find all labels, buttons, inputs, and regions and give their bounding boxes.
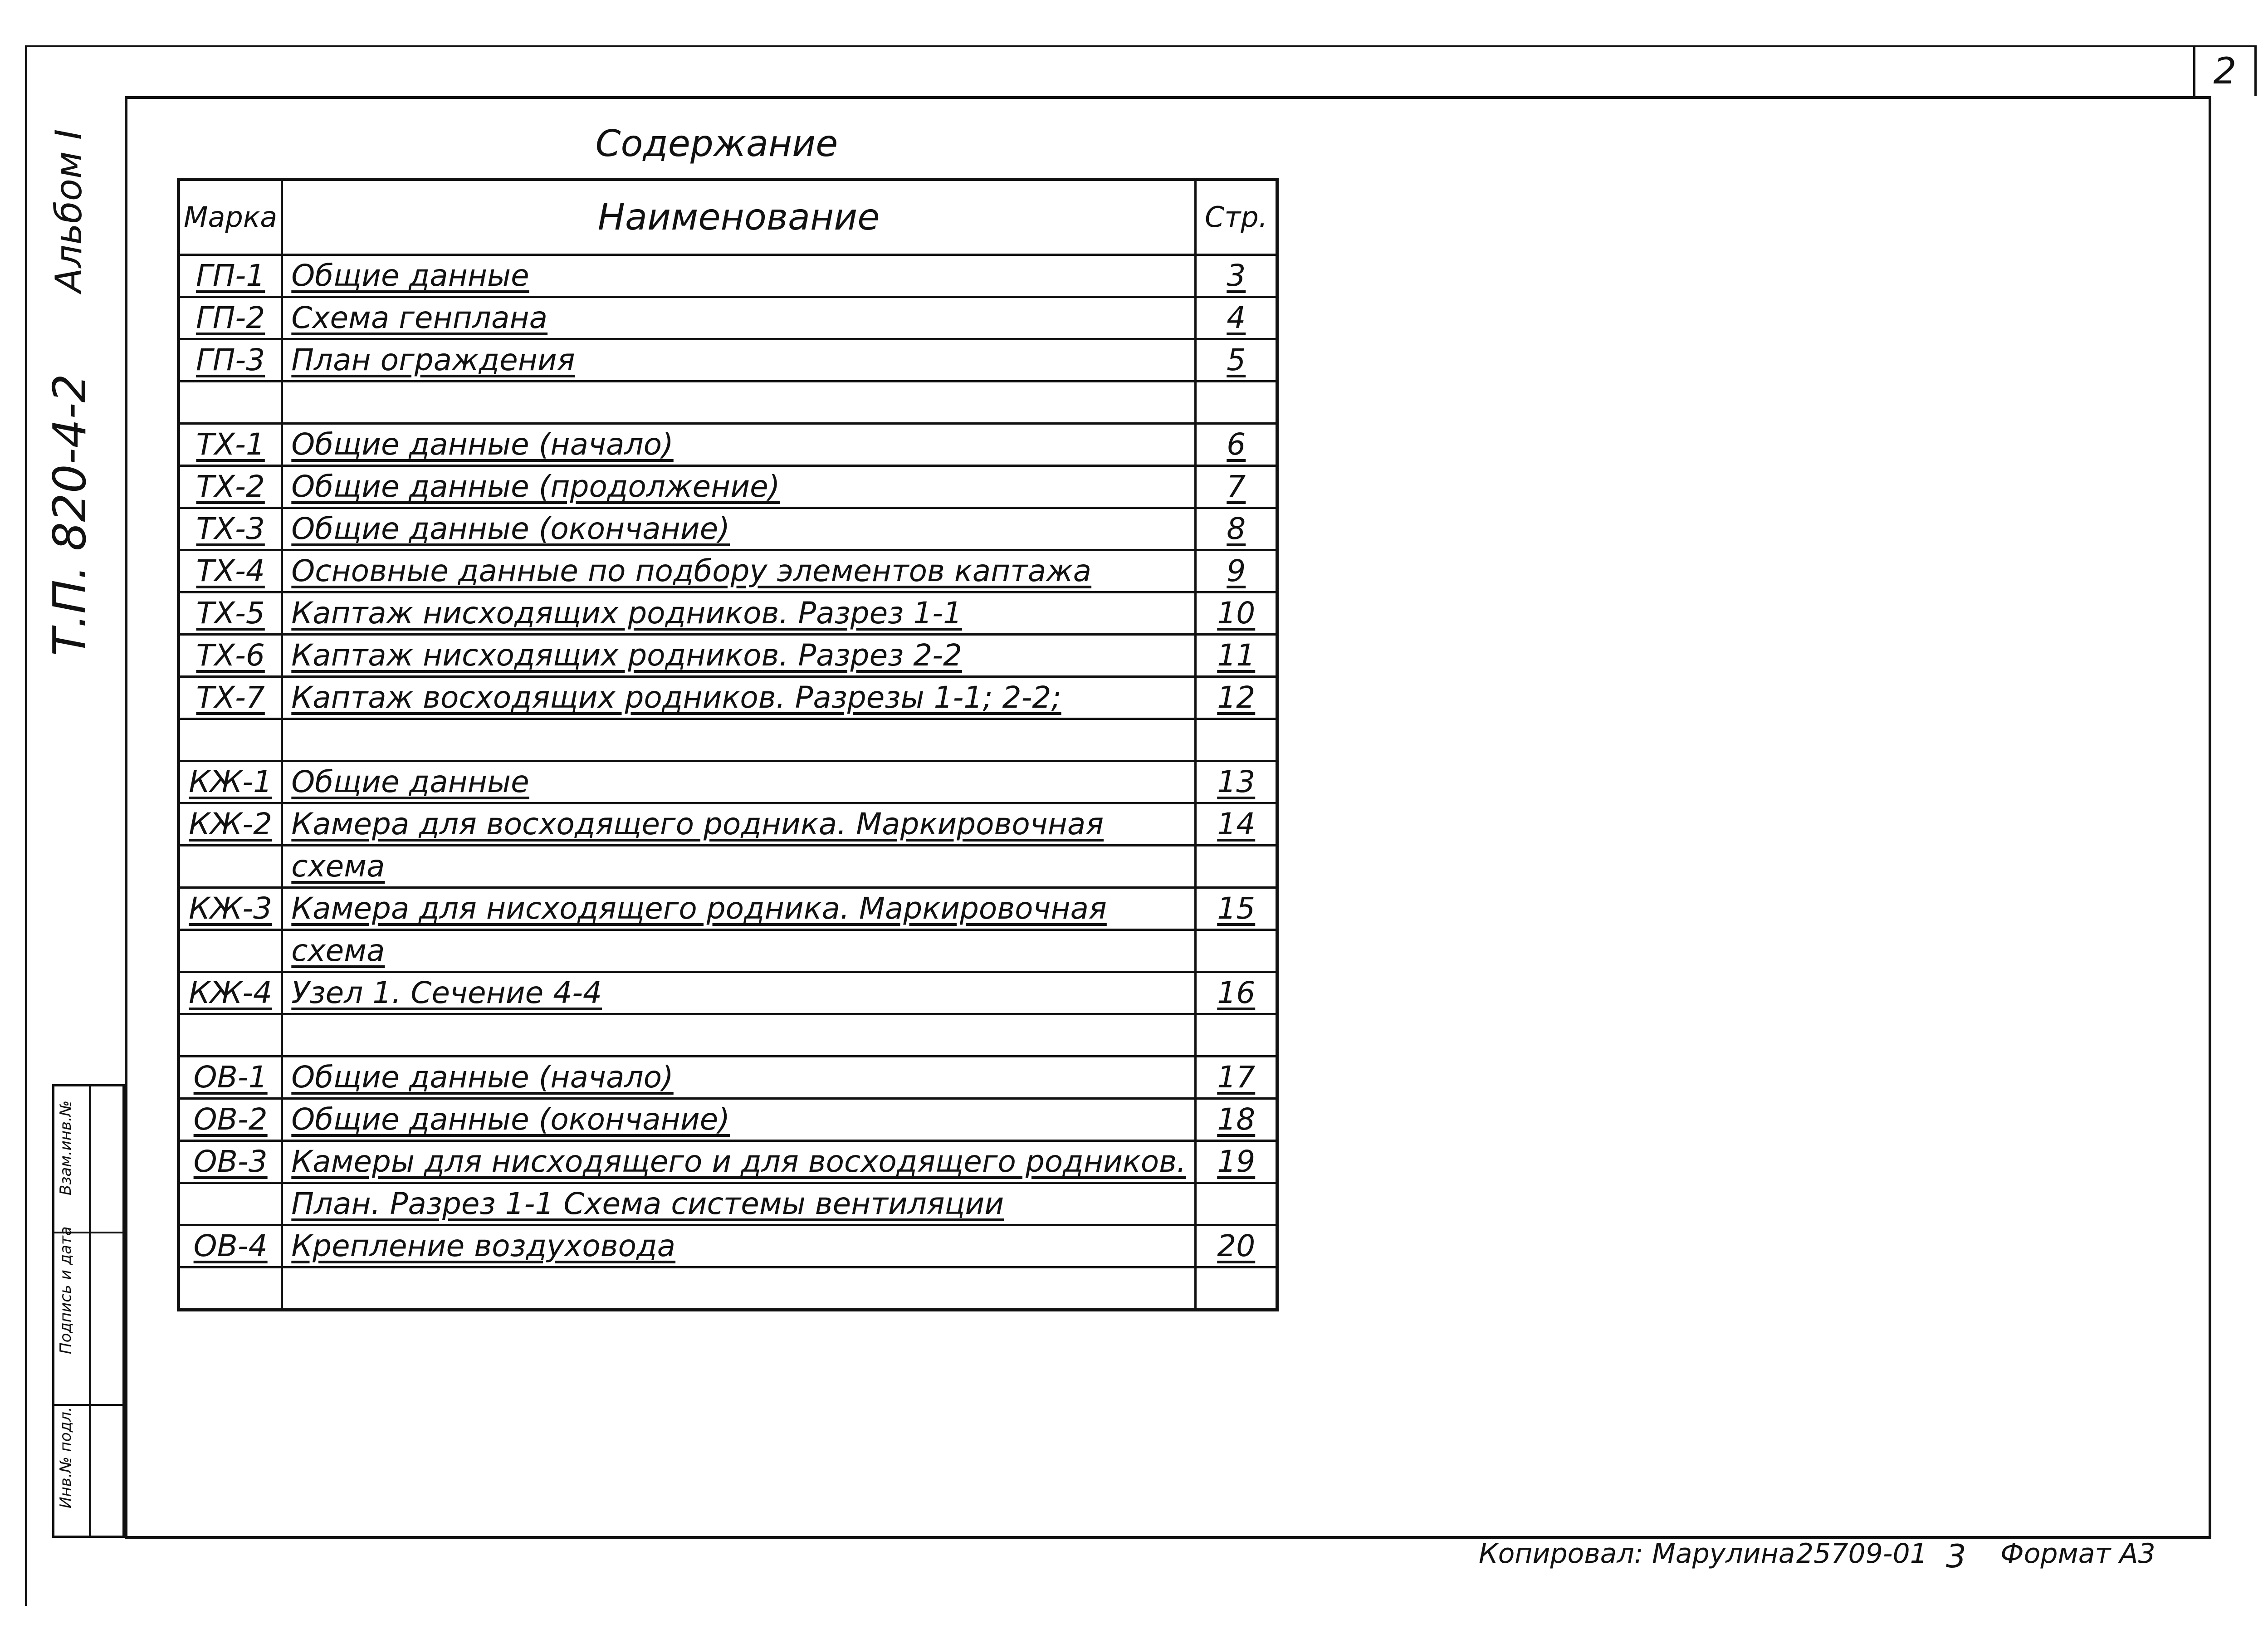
toc-header-row bbox=[179, 180, 1277, 255]
toc-row-page: 12 bbox=[1195, 677, 1277, 719]
toc-row bbox=[179, 339, 1277, 382]
toc-row-page bbox=[1195, 846, 1277, 888]
outer-border-top bbox=[25, 45, 2257, 47]
toc-row bbox=[179, 1014, 1277, 1057]
toc-row-name: Общие данные (окончание) bbox=[282, 1099, 1196, 1141]
toc-row bbox=[179, 297, 1277, 339]
toc-row bbox=[179, 888, 1277, 930]
toc-row bbox=[179, 719, 1277, 761]
toc-row-page: 8 bbox=[1195, 508, 1277, 550]
toc-row-page: 13 bbox=[1195, 761, 1277, 803]
toc-row-name bbox=[282, 382, 1196, 424]
toc-row-mark bbox=[179, 930, 282, 972]
toc-row bbox=[179, 1267, 1277, 1310]
toc-row-mark: ТХ-2 bbox=[179, 466, 282, 508]
toc-row-name: Схема генплана bbox=[282, 297, 1196, 339]
toc-row bbox=[179, 1141, 1277, 1183]
toc-row-page: 20 bbox=[1195, 1225, 1277, 1267]
toc-row bbox=[179, 930, 1277, 972]
toc-row-name bbox=[282, 719, 1196, 761]
header-page: Стр. bbox=[1195, 180, 1277, 255]
sheet-number-box bbox=[2193, 45, 2257, 96]
toc-row-page: 6 bbox=[1195, 424, 1277, 466]
toc-title: Содержание bbox=[595, 122, 838, 165]
toc-row bbox=[179, 1057, 1277, 1099]
toc-row-name bbox=[282, 1014, 1196, 1057]
toc-row-mark: ОВ-4 bbox=[179, 1225, 282, 1267]
toc-row-name: Крепление воздуховода bbox=[282, 1225, 1196, 1267]
toc-row-mark: ТХ-1 bbox=[179, 424, 282, 466]
header-mark: Марка bbox=[179, 180, 282, 255]
side-stamp bbox=[52, 1084, 125, 1538]
project-code: Т.П. 820-4-2 bbox=[43, 374, 96, 656]
toc-row bbox=[179, 803, 1277, 846]
toc-row-name: Общие данные (окончание) bbox=[282, 508, 1196, 550]
toc-row-page: 9 bbox=[1195, 550, 1277, 592]
toc-row-page: 7 bbox=[1195, 466, 1277, 508]
toc-row-name: Общие данные bbox=[282, 761, 1196, 803]
toc-row-mark bbox=[179, 719, 282, 761]
toc-row-mark bbox=[179, 1267, 282, 1310]
toc-row-mark: КЖ-4 bbox=[179, 972, 282, 1014]
stamp-replace-inv: Взам.инв.№ bbox=[57, 1100, 75, 1195]
toc-row-page: 16 bbox=[1195, 972, 1277, 1014]
toc-row-page bbox=[1195, 719, 1277, 761]
toc-row-page bbox=[1195, 382, 1277, 424]
footer-copied: Копировал: Марулина bbox=[1479, 1538, 1795, 1570]
outer-border-left bbox=[25, 45, 27, 1606]
toc-body bbox=[179, 255, 1277, 1310]
stamp-inv-orig: Инв.№ подл. bbox=[57, 1407, 75, 1508]
toc-row-mark: КЖ-3 bbox=[179, 888, 282, 930]
toc-row-name bbox=[282, 1267, 1196, 1310]
toc-row bbox=[179, 761, 1277, 803]
toc-row bbox=[179, 466, 1277, 508]
toc-row-mark: ТХ-3 bbox=[179, 508, 282, 550]
toc-row-name: Каптаж нисходящих родников. Разрез 1-1 bbox=[282, 592, 1196, 635]
toc-row-mark: КЖ-2 bbox=[179, 803, 282, 846]
toc-row-name: Узел 1. Сечение 4-4 bbox=[282, 972, 1196, 1014]
footer-code: 25709-01 bbox=[1796, 1538, 1927, 1570]
footer-format: Формат А3 bbox=[2000, 1538, 2156, 1570]
stamp-divider bbox=[54, 1404, 122, 1406]
toc-row-mark: ТХ-7 bbox=[179, 677, 282, 719]
toc-row-mark: ТХ-6 bbox=[179, 635, 282, 677]
toc-row-name: Общие данные (начало) bbox=[282, 1057, 1196, 1099]
toc-row-page: 11 bbox=[1195, 635, 1277, 677]
toc-row bbox=[179, 972, 1277, 1014]
toc-row-mark: ТХ-5 bbox=[179, 592, 282, 635]
toc-row-name: Общие данные bbox=[282, 255, 1196, 297]
toc-row bbox=[179, 846, 1277, 888]
toc-row bbox=[179, 592, 1277, 635]
toc-row-page: 3 bbox=[1195, 255, 1277, 297]
album-label: Альбом I bbox=[48, 129, 90, 293]
toc-row bbox=[179, 550, 1277, 592]
toc-row-mark bbox=[179, 846, 282, 888]
toc-row bbox=[179, 508, 1277, 550]
sheet-number: 2 bbox=[2213, 49, 2237, 92]
toc-row-page bbox=[1195, 1267, 1277, 1310]
toc-row-name: схема bbox=[282, 930, 1196, 972]
toc-row-name: Общие данные (начало) bbox=[282, 424, 1196, 466]
footer-sheet: 3 bbox=[1946, 1538, 1966, 1575]
toc-row-name: Камера для восходящего родника. Маркировочная bbox=[282, 803, 1196, 846]
toc-row-page bbox=[1195, 1014, 1277, 1057]
toc-row-name: Камеры для нисходящего и для восходящего родников. bbox=[282, 1141, 1196, 1183]
toc-row bbox=[179, 1099, 1277, 1141]
toc-row-mark: ОВ-2 bbox=[179, 1099, 282, 1141]
toc-row-page bbox=[1195, 930, 1277, 972]
toc-row-name: План ограждения bbox=[282, 339, 1196, 382]
toc-row-mark: ГП-2 bbox=[179, 297, 282, 339]
toc-row-mark: КЖ-1 bbox=[179, 761, 282, 803]
toc-row bbox=[179, 1183, 1277, 1225]
toc-row-page: 10 bbox=[1195, 592, 1277, 635]
toc-row-name: Каптаж нисходящих родников. Разрез 2-2 bbox=[282, 635, 1196, 677]
toc-row-page: 5 bbox=[1195, 339, 1277, 382]
toc-row-name: Общие данные (продолжение) bbox=[282, 466, 1196, 508]
toc-row bbox=[179, 382, 1277, 424]
toc-row-mark bbox=[179, 1183, 282, 1225]
toc-row-mark bbox=[179, 382, 282, 424]
toc-row-page: 19 bbox=[1195, 1141, 1277, 1183]
toc-row-page bbox=[1195, 1183, 1277, 1225]
toc-table bbox=[177, 178, 1279, 1311]
toc-row-page: 18 bbox=[1195, 1099, 1277, 1141]
toc-row bbox=[179, 1225, 1277, 1267]
toc-row-name: План. Разрез 1-1 Схема системы вентиляции bbox=[282, 1183, 1196, 1225]
header-name: Наименование bbox=[282, 180, 1196, 255]
toc-row bbox=[179, 255, 1277, 297]
toc-row-page: 17 bbox=[1195, 1057, 1277, 1099]
toc-row-page: 4 bbox=[1195, 297, 1277, 339]
toc-row-mark: ТХ-4 bbox=[179, 550, 282, 592]
toc-row-page: 14 bbox=[1195, 803, 1277, 846]
toc-row-mark: ОВ-1 bbox=[179, 1057, 282, 1099]
toc-row-mark: ОВ-3 bbox=[179, 1141, 282, 1183]
toc-row-mark: ГП-3 bbox=[179, 339, 282, 382]
stamp-sign-date: Подпись и дата bbox=[57, 1226, 75, 1354]
toc-row-page: 15 bbox=[1195, 888, 1277, 930]
toc-row-mark bbox=[179, 1014, 282, 1057]
toc-row bbox=[179, 677, 1277, 719]
toc-row-name: Основные данные по подбору элементов каптажа bbox=[282, 550, 1196, 592]
toc-row-name: Каптаж восходящих родников. Разрезы 1-1; 2-2; bbox=[282, 677, 1196, 719]
toc-row-name: Камера для нисходящего родника. Маркировочная bbox=[282, 888, 1196, 930]
toc-row-name: схема bbox=[282, 846, 1196, 888]
toc-row bbox=[179, 635, 1277, 677]
toc-row-mark: ГП-1 bbox=[179, 255, 282, 297]
toc-row bbox=[179, 424, 1277, 466]
